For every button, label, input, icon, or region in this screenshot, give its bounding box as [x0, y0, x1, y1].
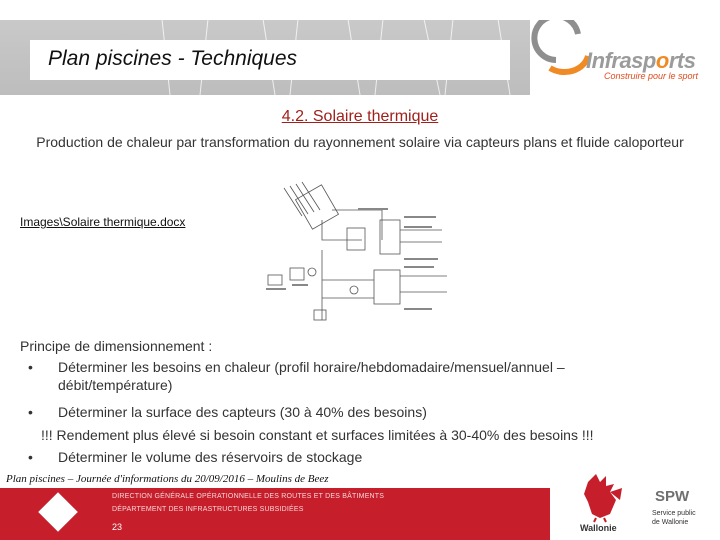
logo-tagline: Construire pour le sport	[604, 71, 699, 81]
section-title: 4.2. Solaire thermique	[281, 108, 439, 125]
wallonie-label: Wallonie	[580, 523, 617, 533]
intro-text: Production de chaleur par transformation du rayonnement solaire via capteurs plans et fluide caloporteur	[36, 134, 684, 150]
footer-department: DÉPARTEMENT DES INFRASTRUCTURES SUBSIDIÉES	[112, 506, 304, 513]
spw-subtitle-1: Service public	[652, 510, 696, 517]
footer-direction: DIRECTION GÉNÉRALE OPÉRATIONNELLE DES ROUTES ET DES BÂTIMENTS	[112, 493, 385, 500]
spw-subtitle-2: de Wallonie	[652, 519, 689, 526]
logo-wordmark: Infrasports	[586, 48, 696, 73]
page-number: 23	[112, 522, 123, 532]
document-link[interactable]: Images\Solaire thermique.docx	[20, 215, 186, 229]
principle-heading: Principe de dimensionnement :	[20, 338, 213, 354]
solar-thermal-diagram	[262, 180, 462, 328]
spw-wordmark: SPW	[655, 488, 690, 505]
page-title: Plan piscines - Techniques	[48, 47, 298, 70]
footer-caption: Plan piscines – Journée d'informations du 20/09/2016 – Moulins de Beez	[6, 473, 329, 485]
note-text: !!! Rendement plus élevé si besoin constant et surfaces limitées à 30-40% des besoins !!!	[41, 427, 594, 443]
